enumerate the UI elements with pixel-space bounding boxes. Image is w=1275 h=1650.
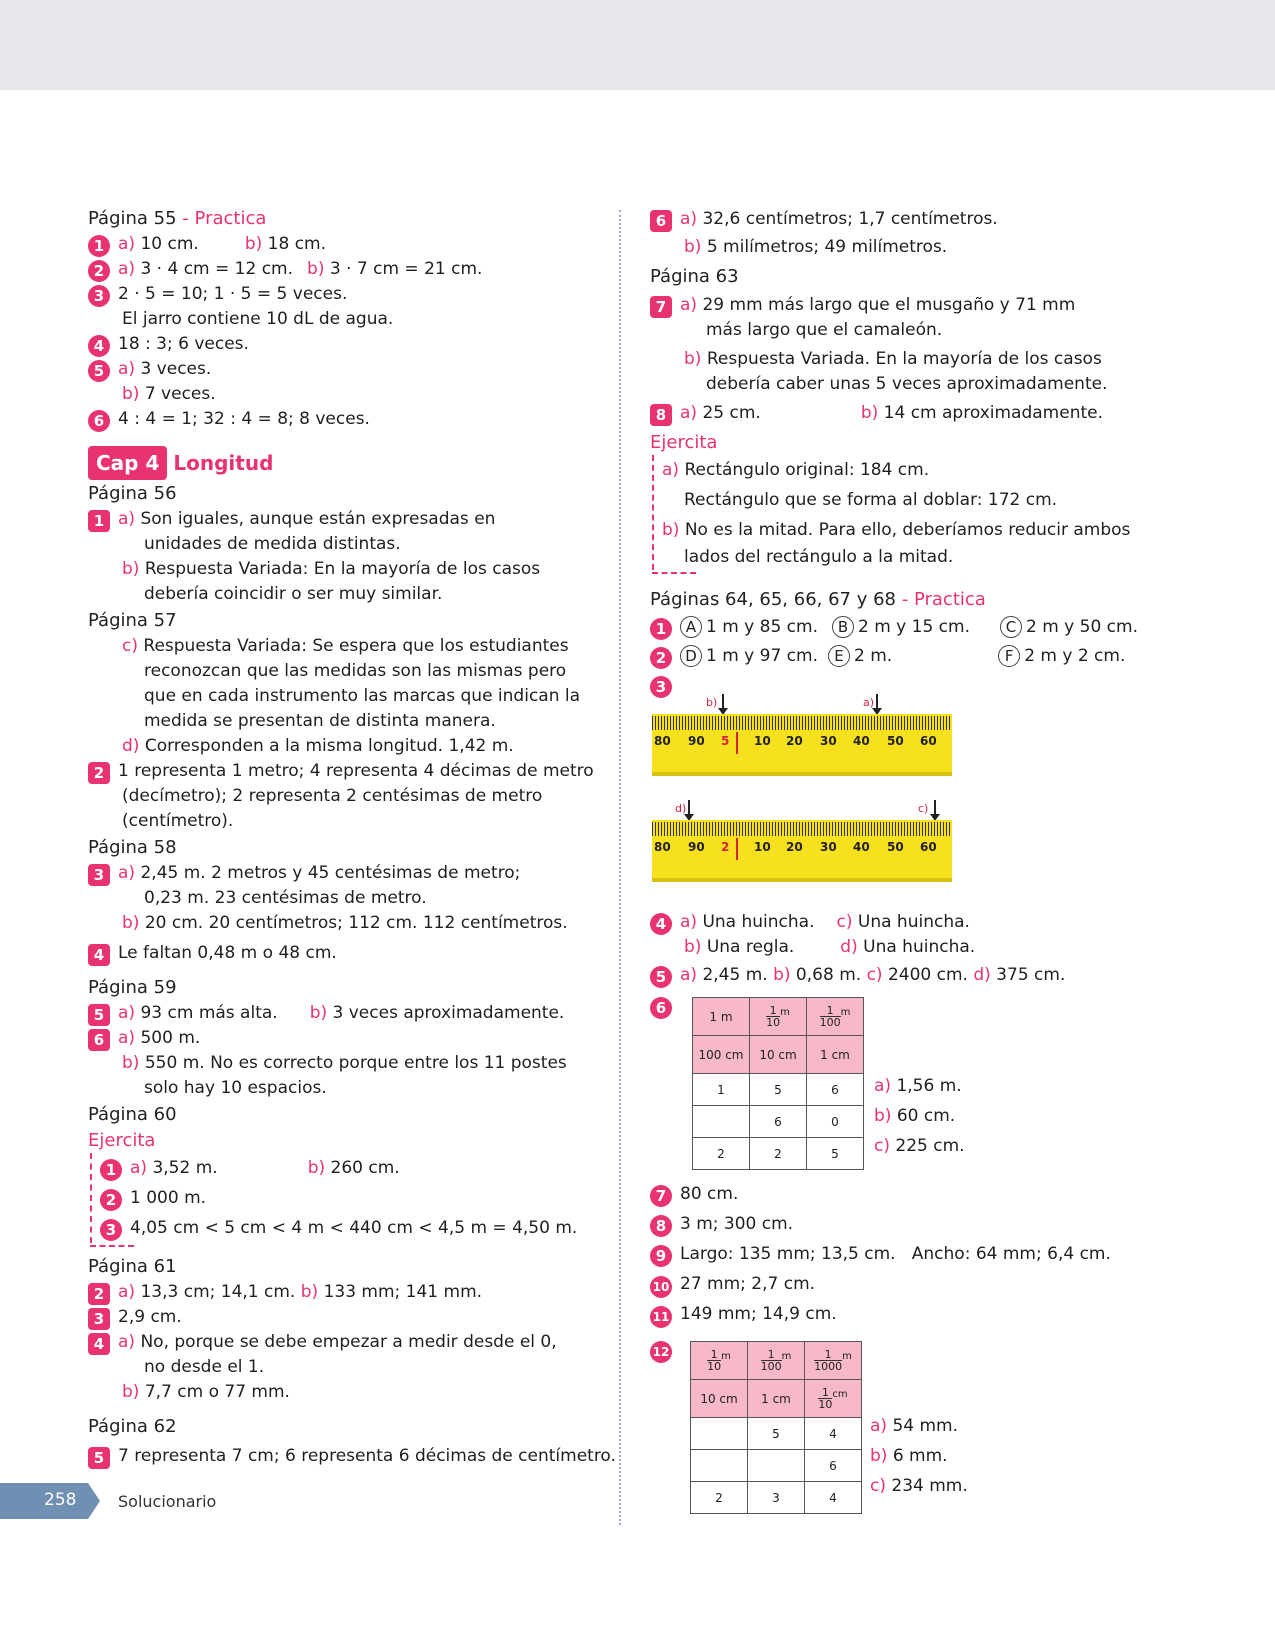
q12-row-2 <box>691 1450 862 1482</box>
q12-cell: 3 <box>748 1482 805 1514</box>
item-57-d: d) Corresponden a la misma longitud. 1,42 m. <box>122 736 514 756</box>
ruler-2-ticks <box>652 822 952 836</box>
item-r6b: b) 5 milímetros; 49 milímetros. <box>684 237 948 257</box>
item-64-7: 7 80 cm. <box>650 1179 1210 1209</box>
ejercita-63-box <box>652 455 1210 570</box>
item-55-6: 6 4 : 4 = 1; 32 : 4 = 8; 8 veces. <box>88 407 598 432</box>
q6-cell: 6 <box>807 1074 864 1106</box>
page-61-heading: Página 61 <box>88 1256 177 1277</box>
r1-lbl-4: 20 <box>786 734 803 748</box>
item-55-5: 5 a) 3 veces. <box>88 357 598 382</box>
item-60-1: 1 a) 3,52 m. b) 260 cm. <box>100 1153 598 1183</box>
item-55-3: 3 2 · 5 = 10; 1 · 5 = 5 veces. <box>88 282 598 307</box>
q6-s1: 100 cm <box>693 1036 750 1074</box>
item-57-2-line2: (decímetro); 2 representa 2 centésimas de metro <box>122 786 543 806</box>
item-61-3: 3 2,9 cm. <box>88 1305 598 1330</box>
item-64-11: 11 149 mm; 14,9 cm. <box>650 1299 1210 1329</box>
column-divider <box>619 210 621 1525</box>
ruler2-arrow-c-label: c) <box>918 802 929 815</box>
item-59-5: 5 a) 93 cm más alta. b) 3 veces aproximadamente. <box>88 1001 598 1026</box>
item-61-4b: b) 7,7 cm o 77 mm. <box>122 1382 290 1402</box>
item-63-7a-line2: más largo que el camaleón. <box>706 320 943 340</box>
ruler2-arrow-c <box>934 800 936 816</box>
item-57-c2: reconozcan que las medidas son las mismas pero <box>144 661 567 681</box>
r1-lbl-7: 50 <box>887 734 904 748</box>
top-band <box>0 0 1275 90</box>
q6-s3: 1 cm <box>807 1036 864 1074</box>
page-64-heading: Páginas 64, 65, 66, 67 y 68 - Practica <box>650 589 986 610</box>
item-64-10: 10 27 mm; 2,7 cm. <box>650 1269 1210 1299</box>
item-55-5b: b) 7 veces. <box>122 384 216 404</box>
item-62-5: 5 7 representa 7 cm; 6 representa 6 décimas de centímetro. <box>88 1444 598 1469</box>
ruler-2-mark <box>736 838 738 860</box>
r2-lbl-3: 10 <box>754 840 771 854</box>
r2-lbl-4: 20 <box>786 840 803 854</box>
chapter-heading: Cap 4 Longitud <box>88 446 598 480</box>
q12-cell: 2 <box>691 1482 748 1514</box>
q12-s2: 1 cm <box>748 1380 805 1418</box>
item-64-4b: b) Una regla. d) Una huincha. <box>684 937 976 957</box>
item-57-c: c) Respuesta Variada: Se espera que los estudiantes <box>122 636 569 656</box>
item-59-6a: 6 a) 500 m. <box>88 1026 598 1051</box>
q12-ans-b: b) 6 mm. <box>870 1446 948 1466</box>
q12-block <box>650 1341 1210 1505</box>
ejercita-60-box <box>90 1153 598 1243</box>
q6-block <box>650 997 1210 1173</box>
item-63-7a: 7 a) 29 mm más largo que el musgaño y 71 mm <box>650 293 1210 318</box>
q12-sub-row <box>691 1380 862 1418</box>
q12-s3: $\frac{1}{10}$ $^{cm}$ <box>805 1380 862 1418</box>
item-55-3-line2: El jarro contiene 10 dL de agua. <box>122 309 394 329</box>
q12-table <box>690 1341 862 1514</box>
r1-lbl-2: 5 <box>721 734 730 748</box>
item-59-6b-line2: solo hay 10 espacios. <box>144 1078 327 1098</box>
q6-cell: 1 <box>693 1074 750 1106</box>
ej63-a2: Rectángulo que se forma al doblar: 172 cm. <box>684 490 1058 510</box>
page-55-heading: Página 55 - Practica <box>88 208 267 229</box>
item-57-2: 2 1 representa 1 metro; 4 representa 4 décimas de metro <box>88 759 598 784</box>
q6-h1: 1 m <box>693 998 750 1036</box>
item-r6a: 6 a) 32,6 centímetros; 1,7 centímetros. <box>650 205 1210 233</box>
ruler1-arrow-b <box>722 694 724 710</box>
ruler-2 <box>652 820 952 882</box>
ruler1-arrow-a-label: a) <box>863 696 875 709</box>
item-60-2: 2 1 000 m. <box>100 1183 598 1213</box>
r2-lbl-2: 2 <box>721 840 730 854</box>
ej63-b: b) No es la mitad. Para ello, deberíamos reducir ambos <box>662 520 1131 540</box>
ruler-1 <box>652 714 952 776</box>
item-63-8: 8 a) 25 cm. b) 14 cm aproximadamente. <box>650 401 1210 426</box>
q6-cell: 5 <box>750 1074 807 1106</box>
ejercita-60-label: Ejercita <box>88 1130 156 1151</box>
q6-cell: 2 <box>750 1138 807 1170</box>
q12-s1: 10 cm <box>691 1380 748 1418</box>
q12-cell: 6 <box>805 1450 862 1482</box>
q6-ans-a: a) 1,56 m. <box>874 1076 962 1096</box>
r2-lbl-5: 30 <box>820 840 837 854</box>
item-61-4a-line2: no desde el 1. <box>144 1357 265 1377</box>
q6-cell: 5 <box>807 1138 864 1170</box>
r2-lbl-0: 80 <box>654 840 671 854</box>
ej63-a: a) Rectángulo original: 184 cm. <box>662 460 930 480</box>
item-58-4: 4 Le faltan 0,48 m o 48 cm. <box>88 941 598 966</box>
q6-cell: 2 <box>693 1138 750 1170</box>
item-58-3a: 3 a) 2,45 m. 2 metros y 45 centésimas de metro; <box>88 861 598 886</box>
item-64-1: 1 A 1 m y 85 cm. B 2 m y 15 cm. C 2 m y 50 cm. <box>650 613 1210 642</box>
page-59-heading: Página 59 <box>88 977 177 998</box>
ej63-b2: lados del rectángulo a la mitad. <box>684 547 954 567</box>
page-58-heading: Página 58 <box>88 837 177 858</box>
r1-lbl-0: 80 <box>654 734 671 748</box>
r2-lbl-7: 50 <box>887 840 904 854</box>
item-57-2-line3: (centímetro). <box>122 811 234 831</box>
item-58-3a-line2: 0,23 m. 23 centésimas de metro. <box>144 888 427 908</box>
r1-lbl-6: 40 <box>853 734 870 748</box>
item-64-3: 3 <box>650 671 1210 700</box>
q6-answers <box>874 1071 965 1161</box>
q6-cell: 0 <box>807 1106 864 1138</box>
q12-row-3 <box>691 1482 862 1514</box>
q6-s2: 10 cm <box>750 1036 807 1074</box>
item-55-2: 2 a) 3 · 4 cm = 12 cm. b) 3 · 7 cm = 21 cm. <box>88 257 598 282</box>
ruler2-arrow-d-label: d) <box>675 802 687 815</box>
page-57-heading: Página 57 <box>88 610 177 631</box>
item-61-2: 2 a) 13,3 cm; 14,1 cm. b) 133 mm; 141 mm. <box>88 1280 598 1305</box>
q12-header-row <box>691 1342 862 1380</box>
item-64-8: 8 3 m; 300 cm. <box>650 1209 1210 1239</box>
ruler-1-ticks <box>652 716 952 730</box>
footer-label: Solucionario <box>118 1492 217 1511</box>
q6-row-1 <box>693 1074 864 1106</box>
page-62-heading: Página 62 <box>88 1416 177 1437</box>
r2-lbl-1: 90 <box>688 840 705 854</box>
item-55-4: 4 18 : 3; 6 veces. <box>88 332 598 357</box>
r1-lbl-3: 10 <box>754 734 771 748</box>
q12-ans-c: c) 234 mm. <box>870 1476 968 1496</box>
page-63-heading: Página 63 <box>650 266 739 287</box>
q12-cell <box>691 1450 748 1482</box>
r1-lbl-5: 30 <box>820 734 837 748</box>
q6-cell: 6 <box>750 1106 807 1138</box>
ruler2-arrow-d <box>688 800 690 816</box>
q6-cell <box>693 1106 750 1138</box>
item-57-c3: que en cada instrumento las marcas que indican la <box>144 686 581 706</box>
q6-ans-c: c) 225 cm. <box>874 1136 965 1156</box>
item-57-c4: medida se presentan de distinta manera. <box>144 711 496 731</box>
item-63-7b: b) Respuesta Variada. En la mayoría de los casos <box>684 349 1102 369</box>
q12-cell: 5 <box>748 1418 805 1450</box>
page-60-heading: Página 60 <box>88 1104 177 1125</box>
right-column <box>650 205 1210 1505</box>
q6-table <box>692 997 864 1170</box>
item-56-1b: b) Respuesta Variada: En la mayoría de los casos <box>122 559 541 579</box>
q12-h1: $\frac{1}{10}$ $^m$ <box>691 1342 748 1380</box>
q6-number: 6 <box>650 997 672 1019</box>
rulers-block <box>650 696 1210 910</box>
item-60-3: 3 4,05 cm < 5 cm < 4 m < 440 cm < 4,5 m = 4,50 m. <box>100 1213 598 1243</box>
page-number: 258 <box>44 1490 77 1510</box>
item-58-3b: b) 20 cm. 20 centímetros; 112 cm. 112 centímetros. <box>122 913 568 933</box>
r1-lbl-1: 90 <box>688 734 705 748</box>
item-64-4a: 4 a) Una huincha. c) Una huincha. <box>650 910 1210 935</box>
q12-row-1 <box>691 1418 862 1450</box>
q6-header-row <box>693 998 864 1036</box>
item-64-2: 2 D 1 m y 97 cm. E 2 m. F 2 m y 2 cm. <box>650 642 1210 671</box>
ruler1-arrow-a <box>876 694 878 710</box>
q6-sub-row <box>693 1036 864 1074</box>
r1-lbl-8: 60 <box>920 734 937 748</box>
item-55-1: 1 a) 10 cm. b) 18 cm. <box>88 232 598 257</box>
item-63-7b-line2: debería caber unas 5 veces aproximadamente. <box>706 374 1108 394</box>
r2-lbl-6: 40 <box>853 840 870 854</box>
q6-ans-b: b) 60 cm. <box>874 1106 956 1126</box>
item-56-1a: 1 a) Son iguales, aunque están expresadas en <box>88 507 598 532</box>
q12-cell: 4 <box>805 1482 862 1514</box>
ejercita-63-label: Ejercita <box>650 432 718 453</box>
item-56-1b-line2: debería coincidir o ser muy similar. <box>144 584 443 604</box>
q12-ans-a: a) 54 mm. <box>870 1416 959 1436</box>
q12-h2: $\frac{1}{100}$ $^m$ <box>748 1342 805 1380</box>
left-column <box>88 205 616 1469</box>
item-61-4a: 4 a) No, porque se debe empezar a medir desde el 0, <box>88 1330 598 1355</box>
page-56-heading: Página 56 <box>88 483 177 504</box>
q12-cell <box>691 1418 748 1450</box>
item-59-6b: b) 550 m. No es correcto porque entre los 11 postes <box>122 1053 567 1073</box>
q6-h2: $\frac{1}{10}$ $^m$ <box>750 998 807 1036</box>
q12-number: 12 <box>650 1341 672 1363</box>
item-56-1a-line2: unidades de medida distintas. <box>144 534 401 554</box>
item-64-5: 5 a) 2,45 m. b) 0,68 m. c) 2400 cm. d) 375 cm. <box>650 959 1210 991</box>
ruler1-arrow-b-label: b) <box>706 696 718 709</box>
q12-answers <box>870 1411 968 1501</box>
q12-h3: $\frac{1}{1000}$ $^m$ <box>805 1342 862 1380</box>
q6-row-2 <box>693 1106 864 1138</box>
r2-lbl-8: 60 <box>920 840 937 854</box>
q12-cell <box>748 1450 805 1482</box>
item-64-9: 9 Largo: 135 mm; 13,5 cm. Ancho: 64 mm; 6,4 cm. <box>650 1239 1210 1269</box>
q6-h3: $\frac{1}{100}$ $^m$ <box>807 998 864 1036</box>
q6-row-3 <box>693 1138 864 1170</box>
ruler-1-mark <box>736 732 738 754</box>
q12-cell: 4 <box>805 1418 862 1450</box>
